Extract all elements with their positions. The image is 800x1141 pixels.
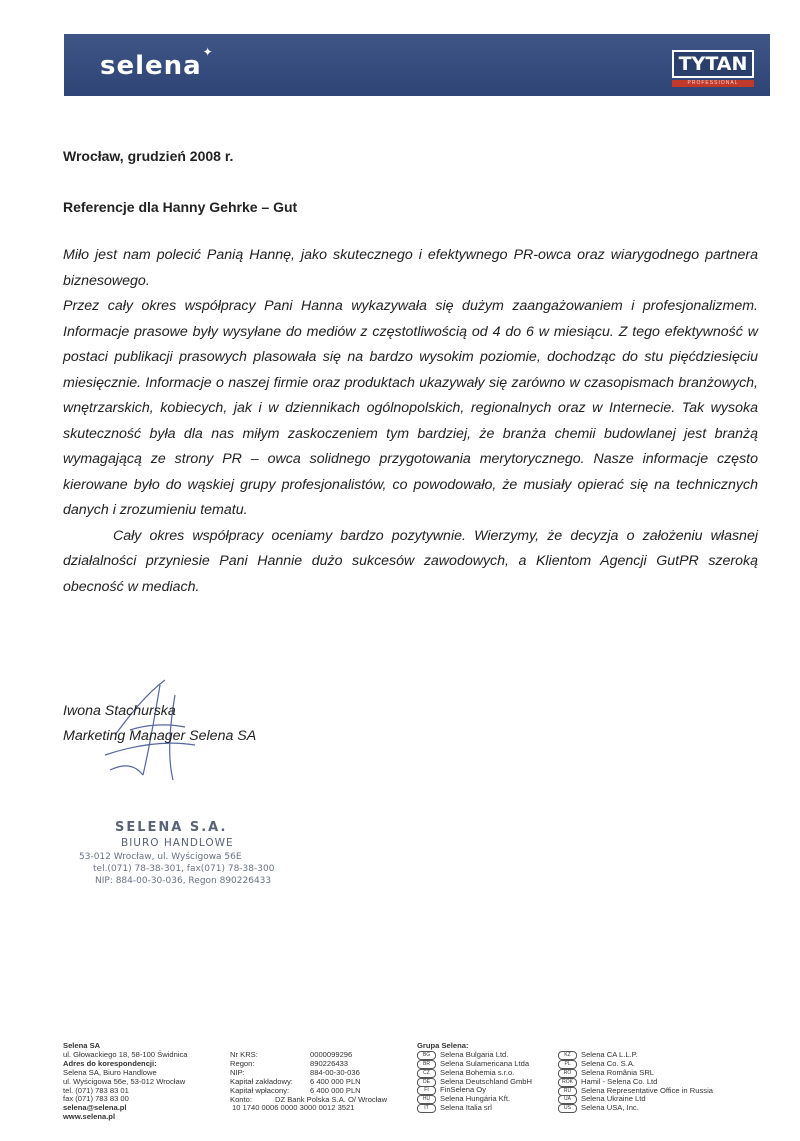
header-banner	[64, 34, 770, 96]
tytan-logo	[672, 50, 754, 88]
footer-company	[63, 1042, 223, 1122]
country-badge: US	[558, 1104, 577, 1113]
footer-group-col-1	[417, 1042, 552, 1113]
tytan-wordmark: TYTAN	[672, 50, 754, 78]
footer-address: ul. Głowackiego 18, 58-100 Świdnica	[63, 1049, 188, 1059]
footer-email-link[interactable]: selena@selena.pl	[63, 1103, 127, 1113]
country-badge: HU	[417, 1095, 436, 1104]
registry-row: Konto: DZ Bank Polska S.A. O/ Wrocław	[230, 1094, 388, 1104]
country-badge: ROK	[558, 1078, 577, 1087]
country-badge: DE	[417, 1078, 436, 1087]
country-badge: IT	[417, 1104, 436, 1113]
group-item: BG Selena Bulgaria Ltd.	[417, 1051, 552, 1060]
stamp-address: 53-012 Wrocław, ul. Wyścigowa 56E	[79, 852, 242, 862]
country-badge: RU	[558, 1087, 577, 1096]
stamp-department: BIURO HANDLOWE	[121, 837, 234, 849]
footer-tel: tel. (071) 783 83 01	[63, 1085, 129, 1095]
country-badge: RO	[558, 1069, 577, 1078]
country-badge: PL	[558, 1060, 577, 1069]
group-item: RO Selena România SRL	[558, 1069, 758, 1078]
registry-row: Kapitał zakładowy: 6 400 000 PLN	[230, 1076, 361, 1086]
stamp-ids: NIP: 884-00-30-036, Regon 890226433	[95, 876, 272, 886]
footer-fax: fax (071) 783 83 00	[63, 1094, 129, 1104]
star-icon: ✦	[202, 45, 214, 59]
registry-row: Nr KRS: 0000099296	[230, 1050, 353, 1059]
footer-registry	[230, 1051, 400, 1113]
country-badge: BR	[417, 1060, 436, 1069]
stamp-company: SELENA S.A.	[115, 820, 228, 835]
letter-paragraph: Miło jest nam polecić Panią Hannę, jako skutecznego i efektywnego PR-owca oraz wiarygodnego partnera biznesowego.	[63, 247, 758, 289]
group-item: US Selena USA, Inc.	[558, 1104, 758, 1113]
country-badge: FI	[417, 1086, 436, 1095]
brand-name: selena	[100, 51, 202, 81]
footer-correspondence-label: Adres do korespondencji:	[63, 1058, 157, 1068]
group-title: Grupa Selena:	[417, 1041, 469, 1050]
letter-body	[63, 243, 758, 600]
country-badge: KZ	[558, 1051, 577, 1060]
group-item: BR Selena Sulamericana Ltda	[417, 1060, 552, 1069]
group-item: DE Selena Deutschland GmbH	[417, 1078, 552, 1087]
letter-subject: Referencje dla Hanny Gehrke – Gut	[63, 199, 298, 215]
group-item: HU Selena Hungária Kft.	[417, 1095, 552, 1104]
registry-row: Kapitał wpłacony: 6 400 000 PLN	[230, 1085, 361, 1095]
group-item: IT Selena Italia srl	[417, 1104, 552, 1113]
signer-name: Iwona Stachurska	[63, 703, 176, 719]
selena-logo	[100, 45, 214, 81]
signer-title: Marketing Manager Selena SA	[63, 728, 257, 744]
country-badge: BG	[417, 1051, 436, 1060]
footer-company-name: Selena SA	[63, 1041, 101, 1050]
registry-row: 10 1740 0006 0000 3000 0012 3521	[232, 1103, 355, 1113]
group-item: ROK Hamil - Selena Co. Ltd	[558, 1078, 758, 1087]
footer-group-col-2	[558, 1051, 758, 1113]
group-item: KZ Selena CA L.L.P.	[558, 1051, 758, 1060]
group-item: CZ Selena Bohemia s.r.o.	[417, 1069, 552, 1078]
tytan-subtitle: PROFESSIONAL	[672, 80, 754, 87]
registry-row: NIP: 884-00-30-036	[230, 1067, 360, 1077]
country-badge: UA	[558, 1095, 577, 1104]
group-item: UA Selena Ukraine Ltd	[558, 1095, 758, 1104]
stamp-phone: tel.(071) 78-38-301, fax(071) 78-38-300	[93, 864, 275, 874]
group-item: FI FinSelena Oy	[417, 1086, 552, 1095]
group-item: RU Selena Representative Office in Russia	[558, 1087, 758, 1096]
registry-row: Regon: 890226433	[230, 1058, 349, 1068]
group-item: PL Selena Co. S.A.	[558, 1060, 758, 1069]
country-badge: CZ	[417, 1069, 436, 1078]
footer-correspondence-line: ul. Wyścigowa 56e, 53-012 Wrocław	[63, 1076, 186, 1086]
letter-paragraph: Przez cały okres współpracy Pani Hanna wykazywała się dużym zaangażowaniem i profesjonalizmem. Informacje prasowe były wysyłane do mediów z częstotliwością od 4 do 6 w miesiącu. Z tego efektywność w postaci publikacji prasowych plasowała się na bardzo wysokim poziomie, dochodząc do stu pięćdziesięciu miesięcznie. Informacje o naszej firmie oraz produktach ukazywały się zarówno w czasopismach branżowych, wnętrzarskich, kobiecych, jak i w dziennikach ogólnopolskich, regionalnych oraz w Internecie. Tak wysoka skuteczność była dla nas miłym zaskoczeniem tym bardziej, że branża chemii budowlanej jest branżą wymagającą ze strony PR – owca solidnego przygotowania merytorycznego. Nasze informacje często kierowane było do wąskiej grupy profesjonalistów, co powodowało, że musiały opierać się na technicznych danych i zrozumieniu tematu.	[63, 298, 758, 518]
letter-paragraph: Cały okres współpracy oceniamy bardzo pozytywnie. Wierzymy, że decyzja o założeniu własnej działalności przyniesie Pani Hannie dużo sukcesów zawodowych, a Klientom Agencji GutPR szeroką obecność w mediach.	[63, 527, 758, 595]
footer-www-link[interactable]: www.selena.pl	[63, 1112, 116, 1122]
letter-date: Wrocław, grudzień 2008 r.	[63, 148, 234, 164]
footer-correspondence-line: Selena SA, Biuro Handlowe	[63, 1067, 157, 1077]
